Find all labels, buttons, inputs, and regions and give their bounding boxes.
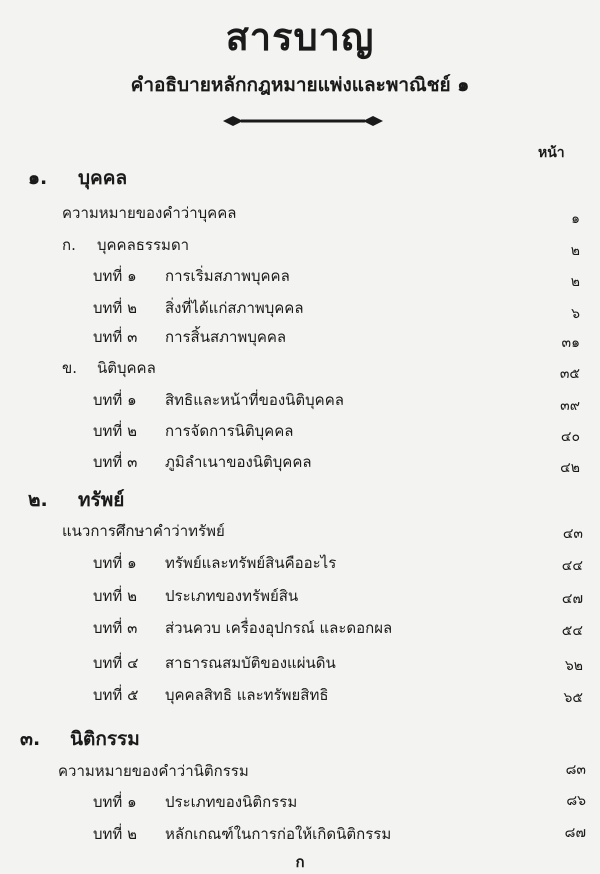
- toc-page-number: ๘๖: [566, 793, 586, 809]
- toc-entry-prefix: บทที่ ๑: [93, 267, 137, 285]
- toc-entry-prefix: บทที่ ๓: [93, 328, 138, 346]
- toc-entry-text: นิติบุคคล: [97, 359, 156, 377]
- toc-entry-text: แนวการศึกษาคำว่าทรัพย์: [62, 522, 225, 540]
- toc-page-number: ๓๕: [559, 366, 580, 382]
- toc-entry-prefix: ข.: [62, 359, 78, 377]
- toc-entry-prefix: บทที่ ๓: [93, 619, 138, 637]
- toc-entry-text: การจัดการนิติบุคคล: [165, 422, 294, 440]
- toc-entry-text: ทรัพย์และทรัพย์สินคืออะไร: [165, 554, 337, 572]
- toc-page-number: ๑: [571, 211, 580, 227]
- toc-entry-prefix: บทที่ ๒: [93, 587, 137, 605]
- toc-entry-prefix: บทที่ ๔: [93, 654, 139, 672]
- toc-page-number: ๘๓: [565, 762, 586, 778]
- toc-page-number: ๖: [571, 306, 580, 322]
- toc-entry-prefix: บทที่ ๑: [93, 391, 137, 409]
- toc-entry-prefix: บทที่ ๑: [93, 793, 137, 811]
- toc-entry-text: ประเภทของนิติกรรม: [165, 793, 298, 811]
- toc-page-number: ๔๗: [561, 591, 583, 607]
- toc-entry-text: การเริ่มสภาพบุคคล: [165, 267, 290, 285]
- toc-entry-prefix: บทที่ ๒: [93, 825, 137, 843]
- toc-page-number: ๔๓: [562, 526, 583, 542]
- toc-entry-text: สิ่งที่ได้แก่สภาพบุคคล: [165, 299, 304, 317]
- section-title: นิติกรรม: [70, 728, 140, 750]
- toc-page-number: ๒: [570, 274, 580, 290]
- toc-entry-text: ความหมายของคำว่าบุคคล: [62, 204, 237, 222]
- toc-page-number: ๖๒: [564, 658, 583, 674]
- toc-entry-text: สิทธิและหน้าที่ของนิติบุคคล: [165, 391, 344, 409]
- section-number: ๓.: [20, 728, 41, 750]
- page-title: สารบาญ: [225, 15, 375, 59]
- toc-entry-text: หลักเกณฑ์ในการก่อให้เกิดนิติกรรม: [165, 825, 392, 843]
- toc-entry-text: การสิ้นสภาพบุคคล: [165, 328, 287, 346]
- toc-entry-prefix: บทที่ ๕: [93, 686, 139, 704]
- toc-page-number: ๔๔: [561, 558, 583, 574]
- section-title: ทรัพย์: [78, 489, 125, 511]
- page-column-header: หน้า: [538, 145, 565, 161]
- toc-page-number: ๔๐: [560, 429, 580, 445]
- toc-entry-prefix: บทที่ ๓: [93, 453, 138, 471]
- toc-entry-text: บุคคลธรรมดา: [97, 236, 190, 254]
- toc-entry-text: ภูมิลำเนาของนิติบุคคล: [165, 453, 312, 471]
- toc-entry-text: ความหมายของคำว่านิติกรรม: [58, 762, 249, 780]
- toc-entry-prefix: บทที่ ๑: [93, 554, 137, 572]
- toc-entry-text: สาธารณสมบัติของแผ่นดิน: [165, 654, 336, 672]
- book-subtitle: คำอธิบายหลักกฎหมายแพ่งและพาณิชย์ ๑: [130, 74, 470, 96]
- toc-entry-text: ส่วนควบ เครื่องอุปกรณ์ และดอกผล: [165, 619, 393, 637]
- page-footer-number: ก: [295, 853, 305, 871]
- toc-entry-text: ประเภทของทรัพย์สิน: [165, 587, 299, 605]
- toc-page-number: ๓๙: [560, 398, 580, 414]
- section-number: ๑.: [28, 167, 48, 189]
- ornament-divider: [223, 113, 383, 129]
- toc-entry-prefix: บทที่ ๒: [93, 422, 137, 440]
- toc-page-number: ๓๑: [561, 335, 580, 351]
- section-number: ๒.: [28, 489, 48, 511]
- toc-entry-text: บุคคลสิทธิ และทรัพยสิทธิ: [165, 686, 329, 704]
- toc-page-number: ๖๕: [563, 690, 583, 706]
- toc-page-number: ๒: [570, 243, 580, 259]
- toc-entry-prefix: ก.: [62, 236, 76, 254]
- toc-entry-prefix: บทที่ ๒: [93, 299, 137, 317]
- toc-page-number: ๘๗: [564, 825, 586, 841]
- section-title: บุคคล: [78, 167, 128, 189]
- toc-page-number: ๕๔: [561, 623, 583, 639]
- toc-page-number: ๔๒: [560, 460, 580, 476]
